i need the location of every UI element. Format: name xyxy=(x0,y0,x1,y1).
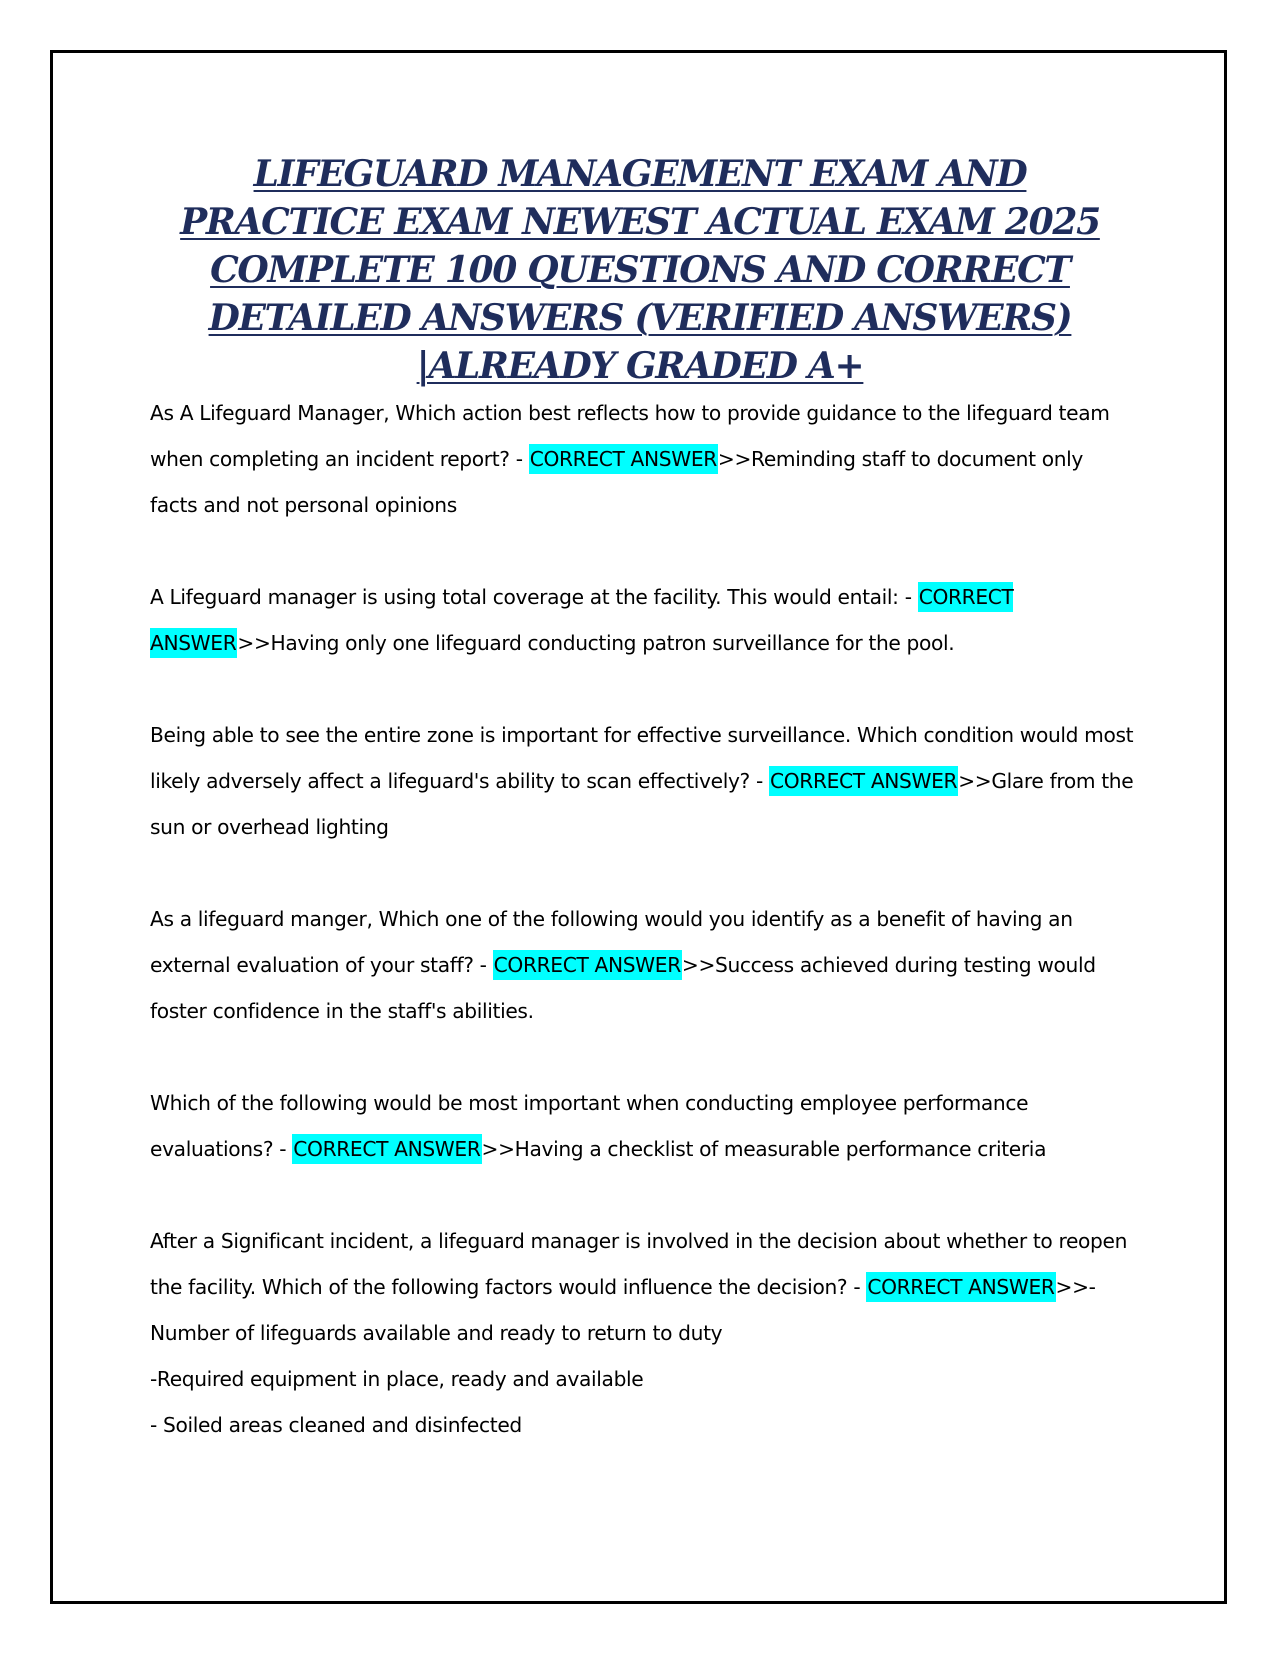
question-text: A Lifeguard manager is using total coverage at the facility. This would entail: - xyxy=(150,585,918,609)
qa-paragraph xyxy=(150,390,1135,528)
answer-text: >>Having a checklist of measurable performance criteria xyxy=(481,1137,1047,1161)
qa-paragraph xyxy=(150,712,1135,850)
answer-text: >>Having only one lifeguard conducting patron surveillance for the pool. xyxy=(237,631,955,655)
qa-item xyxy=(150,896,1135,1034)
qa-item xyxy=(150,1080,1135,1172)
answer-text: >>Success achieved during testing would foster confidence in the staff's abilities. xyxy=(150,953,1096,1023)
qa-paragraph xyxy=(150,1080,1135,1172)
question-text: As a lifeguard manger, Which one of the following would you identify as a benefit of having an external evaluation of your staff? - xyxy=(150,907,1073,977)
answer-text: >>Glare from the sun or overhead lighting xyxy=(150,769,1134,839)
qa-paragraph xyxy=(150,1218,1135,1448)
answer-extra-line: -Required equipment in place, ready and available xyxy=(150,1367,644,1391)
document-title: LIFEGUARD MANAGEMENT EXAM AND PRACTICE EXAM NEWEST ACTUAL EXAM 2025 COMPLETE 100 QUESTIONS AND CORRECT DETAILED ANSWERS (VERIFIED ANSWERS) |ALREADY GRADED A+ xyxy=(180,153,1100,387)
qa-item xyxy=(150,390,1135,528)
answer-extra-line: - Soiled areas cleaned and disinfected xyxy=(150,1413,522,1437)
question-text: As A Lifeguard Manager, Which action best reflects how to provide guidance to the lifeguard team when completing an incident report? - xyxy=(150,401,1110,471)
correct-answer-marker: CORRECT ANSWER xyxy=(769,766,958,796)
correct-answer-marker: CORRECT ANSWER xyxy=(866,1272,1055,1302)
question-text: After a Significant incident, a lifeguard manager is involved in the decision about whether to reopen the facility. Which of the following factors would influence the decision? - xyxy=(150,1229,1128,1299)
qa-item xyxy=(150,1218,1135,1448)
question-text: Being able to see the entire zone is important for effective surveillance. Which condition would most likely adversely affect a lifeguard's ability to scan effectively? - xyxy=(150,723,1134,793)
answer-text: >>-Number of lifeguards available and ready to return to duty xyxy=(150,1275,1096,1345)
correct-answer-marker: CORRECT ANSWER xyxy=(150,582,1013,658)
qa-paragraph xyxy=(150,896,1135,1034)
qa-item xyxy=(150,574,1135,666)
qa-list xyxy=(150,390,1135,1494)
correct-answer-marker: CORRECT ANSWER xyxy=(529,444,718,474)
qa-item xyxy=(150,712,1135,850)
qa-paragraph xyxy=(150,574,1135,666)
question-text: Which of the following would be most important when conducting employee performance evaluations? - xyxy=(150,1091,1029,1161)
correct-answer-marker: CORRECT ANSWER xyxy=(493,950,682,980)
answer-text: >>Reminding staff to document only facts and not personal opinions xyxy=(150,447,1083,517)
correct-answer-marker: CORRECT ANSWER xyxy=(292,1134,481,1164)
